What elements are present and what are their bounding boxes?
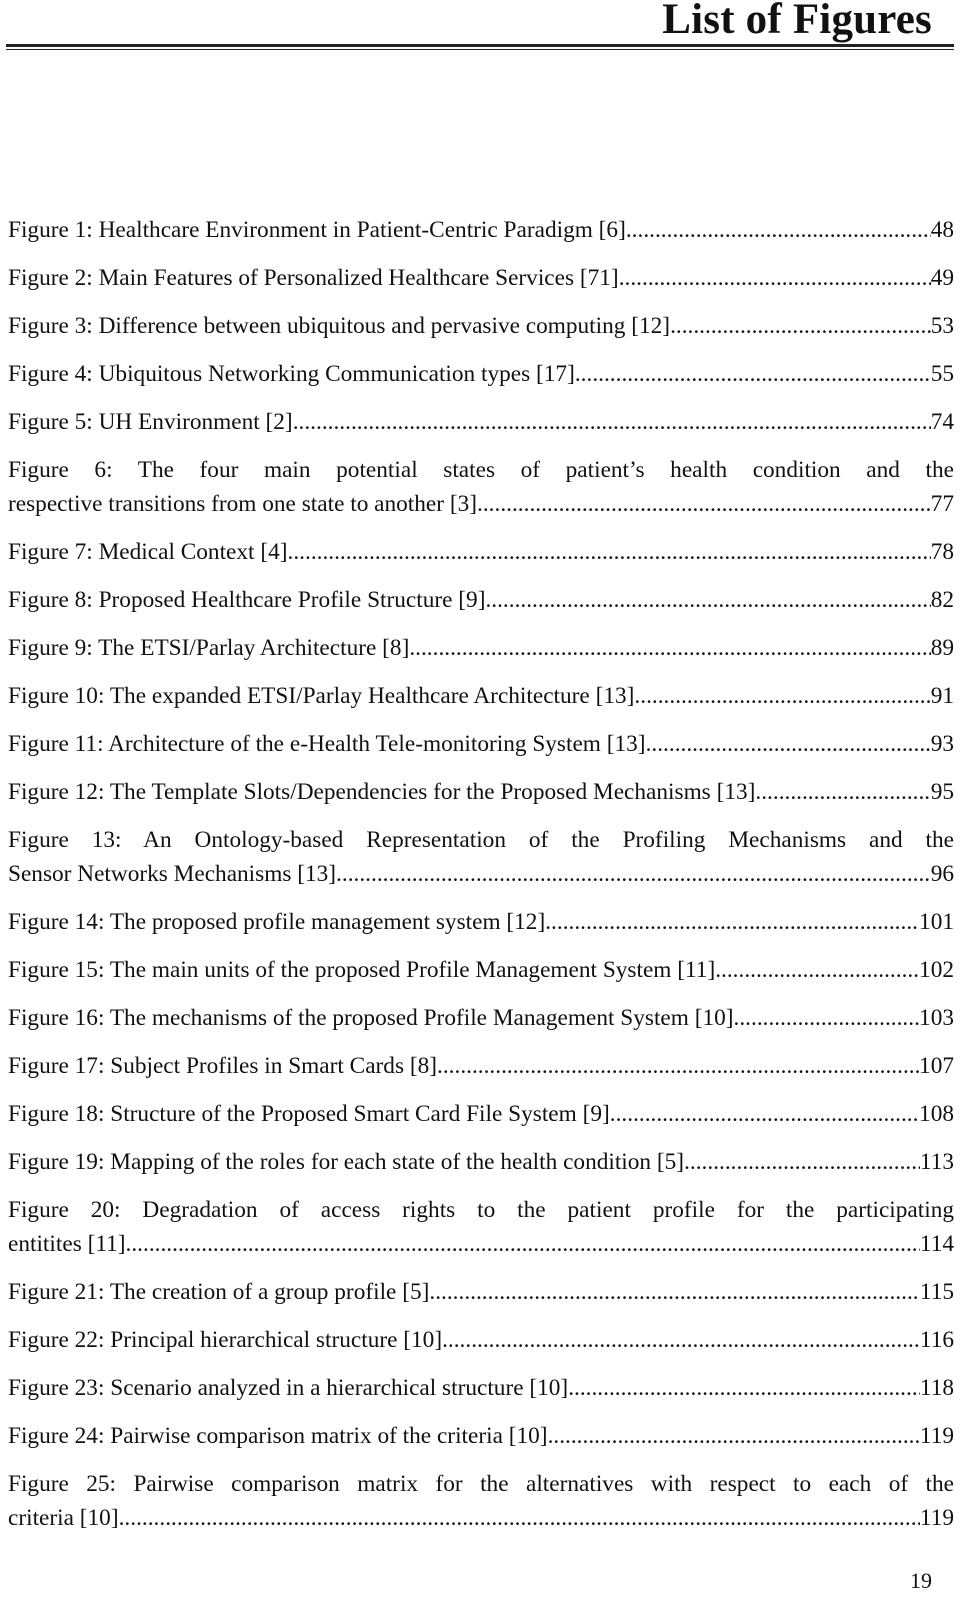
dot-leader [437,1049,919,1083]
figure-entry[interactable] [8,213,954,247]
figure-entry[interactable] [8,357,954,391]
dot-leader [684,1145,920,1179]
dot-leader [626,213,931,247]
figure-page-number: 55 [930,361,954,387]
dot-leader [568,1371,920,1405]
figure-title: Figure 14: The proposed profile management system [12] [8,909,546,935]
figure-page-number: 101 [919,909,954,935]
figure-title: Figure 9: The ETSI/Parlay Architecture [8] [8,635,410,661]
figure-page-number: 93 [930,731,954,757]
figure-entry[interactable] [8,1049,954,1083]
figure-entry[interactable] [8,1419,954,1453]
dot-leader [646,727,931,761]
figure-page-number: 91 [930,683,954,709]
figure-title: Figure 4: Ubiquitous Networking Communication types [17] [8,361,575,387]
dot-leader [734,1001,920,1035]
figure-page-number: 89 [930,635,954,661]
figure-entry[interactable] [8,1001,954,1035]
figure-title-line2: entitites [11] [8,1231,126,1257]
figure-page-number: 78 [930,539,954,565]
dot-leader [126,1227,920,1261]
figure-entry[interactable] [8,631,954,665]
figure-entry[interactable] [8,583,954,617]
dot-leader [429,1275,920,1309]
dot-leader [485,583,930,617]
figure-entry[interactable] [8,905,954,939]
figure-page-number: 96 [930,861,954,887]
figure-title-line1: Figure 25: Pairwise comparison matrix for the alternatives with respect to each of the [8,1471,954,1497]
figure-entry[interactable] [8,1145,954,1179]
dot-leader [477,487,931,521]
figure-entry[interactable] [8,823,954,891]
figure-page-number: 114 [919,1231,954,1257]
figure-title-line1: Figure 13: An Ontology-based Representation of the Profiling Mechanisms and the [8,827,954,853]
figure-entry[interactable] [8,405,954,439]
dot-leader [610,1097,919,1131]
figure-page-number: 103 [919,1005,954,1031]
title-rule-thin [6,49,954,50]
figure-entry[interactable] [8,453,954,521]
figure-title: Figure 18: Structure of the Proposed Smart Card File System [9] [8,1101,610,1127]
figure-entry[interactable] [8,1467,954,1535]
figure-entry[interactable] [8,1193,954,1261]
figure-title: Figure 2: Main Features of Personalized Healthcare Services [71] [8,265,619,291]
figure-title: Figure 11: Architecture of the e-Health Tele-monitoring System [13] [8,731,646,757]
figure-page-number: 118 [919,1375,954,1401]
page-title: List of Figures [662,0,932,43]
dot-leader [715,953,919,987]
figure-title-line2: respective transitions from one state to another [3] [8,491,478,517]
figure-title: Figure 3: Difference between ubiquitous and pervasive computing [12] [8,313,671,339]
dot-leader [442,1323,920,1357]
dot-leader [575,357,931,391]
dot-leader [548,1419,920,1453]
figure-title: Figure 12: The Template Slots/Dependencies for the Proposed Mechanisms [13] [8,779,756,805]
figure-page-number: 77 [930,491,954,517]
figure-title: Figure 16: The mechanisms of the proposed Profile Management System [10] [8,1005,734,1031]
figure-title: Figure 24: Pairwise comparison matrix of the criteria [10] [8,1423,548,1449]
figure-page-number: 102 [919,957,954,983]
figure-page-number: 82 [930,587,954,613]
figure-entry[interactable] [8,1323,954,1357]
figure-title: Figure 7: Medical Context [4] [8,539,288,565]
figure-title: Figure 1: Healthcare Environment in Patient-Centric Paradigm [6] [8,217,626,243]
dot-leader [119,1501,920,1535]
figure-title: Figure 8: Proposed Healthcare Profile Structure [9] [8,587,486,613]
dot-leader [755,775,930,809]
title-rule-thick [6,44,954,47]
figure-entry[interactable] [8,1097,954,1131]
page-number: 19 [910,1568,932,1593]
figure-title: Figure 19: Mapping of the roles for each state of the health condition [5] [8,1149,685,1175]
figure-page-number: 116 [919,1327,954,1353]
figure-entry[interactable] [8,1275,954,1309]
dot-leader [634,679,930,713]
figure-entry[interactable] [8,309,954,343]
figure-page-number: 95 [930,779,954,805]
figure-entry[interactable] [8,261,954,295]
figure-page-number: 74 [930,409,954,435]
dot-leader [288,535,931,569]
dot-leader [619,261,931,295]
dot-leader [545,905,919,939]
figure-title-line2: Sensor Networks Mechanisms [13] [8,861,337,887]
figure-page-number: 107 [919,1053,954,1079]
figure-list [8,213,954,1549]
figure-entry[interactable] [8,953,954,987]
figure-title: Figure 21: The creation of a group profile [5] [8,1279,430,1305]
figure-entry[interactable] [8,775,954,809]
dot-leader [293,405,931,439]
dot-leader [409,631,930,665]
figure-title: Figure 15: The main units of the proposed Profile Management System [11] [8,957,716,983]
figure-title-line1: Figure 6: The four main potential states of patient’s health condition and the [8,457,954,483]
figure-page-number: 115 [919,1279,954,1305]
figure-page-number: 49 [930,265,954,291]
dot-leader [670,309,931,343]
figure-title: Figure 5: UH Environment [2] [8,409,293,435]
figure-page-number: 108 [919,1101,954,1127]
figure-title-line2: criteria [10] [8,1505,119,1531]
figure-entry[interactable] [8,679,954,713]
figure-page-number: 53 [930,313,954,339]
figure-title: Figure 17: Subject Profiles in Smart Cards [8] [8,1053,438,1079]
figure-page-number: 119 [919,1423,954,1449]
figure-entry[interactable] [8,1371,954,1405]
figure-title: Figure 23: Scenario analyzed in a hierarchical structure [10] [8,1375,569,1401]
figure-entry[interactable] [8,535,954,569]
figure-title-line1: Figure 20: Degradation of access rights to the patient profile for the participating [8,1197,954,1223]
dot-leader [336,857,931,891]
figure-page-number: 48 [930,217,954,243]
figure-page-number: 119 [919,1505,954,1531]
figure-page-number: 113 [919,1149,954,1175]
figure-title: Figure 22: Principal hierarchical structure [10] [8,1327,443,1353]
figure-entry[interactable] [8,727,954,761]
figure-title: Figure 10: The expanded ETSI/Parlay Healthcare Architecture [13] [8,683,635,709]
